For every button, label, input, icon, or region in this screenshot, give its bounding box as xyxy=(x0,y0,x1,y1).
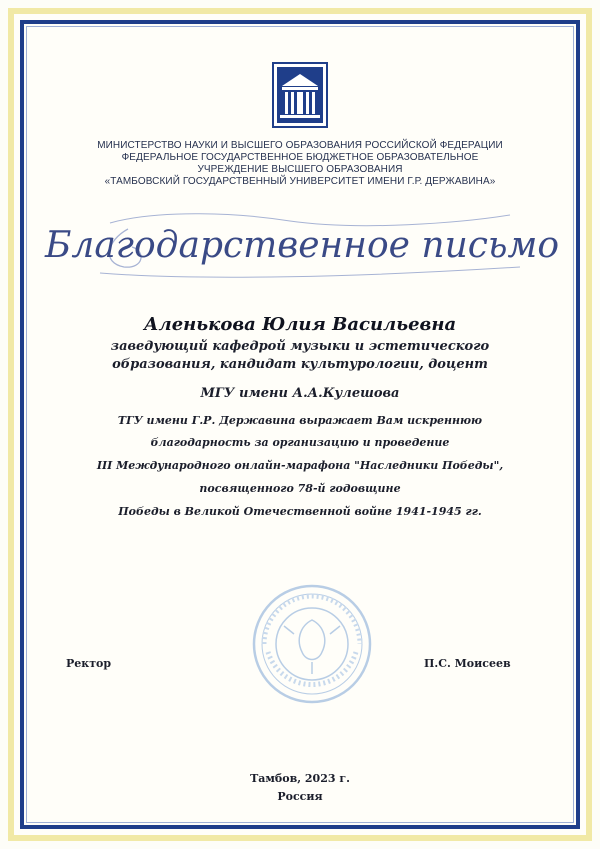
recipient-name: Аленькова Юлия Васильевна xyxy=(143,314,457,335)
message-line: Победы в Великой Отечественной войне 1941-1945 гг. xyxy=(118,505,482,518)
official-seal-icon xyxy=(250,582,374,706)
position-line: заведующий кафедрой музыки и эстетического xyxy=(110,339,490,354)
city-date: Тамбов, 2023 г. xyxy=(250,772,350,785)
recipient-organization: МГУ имени А.А.Кулешова xyxy=(200,386,400,401)
country: Россия xyxy=(277,790,323,803)
university-logo-icon xyxy=(272,62,328,128)
signature-role: Ректор xyxy=(66,657,112,670)
header-line: «ТАМБОВСКИЙ ГОСУДАРСТВЕННЫЙ УНИВЕРСИТЕТ ИМЕНИ Г.Р. ДЕРЖАВИНА» xyxy=(104,176,496,187)
header-line: УЧРЕЖДЕНИЕ ВЫСШЕГО ОБРАЗОВАНИЯ xyxy=(197,164,403,175)
header-line: ФЕДЕРАЛЬНОЕ ГОСУДАРСТВЕННОЕ БЮДЖЕТНОЕ ОБРАЗОВАТЕЛЬНОЕ xyxy=(121,152,479,163)
message-line: ТГУ имени Г.Р. Державина выражает Вам искреннюю xyxy=(117,414,483,427)
message-line: благодарность за организацию и проведение xyxy=(150,436,450,449)
certificate-title-text: Благодарственное письмо xyxy=(44,225,560,266)
message-line: посвященного 78-й годовщине xyxy=(199,482,401,495)
header-line: МИНИСТЕРСТВО НАУКИ И ВЫСШЕГО ОБРАЗОВАНИЯ РОССИЙСКОЙ ФЕДЕРАЦИИ xyxy=(97,140,503,151)
message-line: III Международного онлайн-марафона "Наследники Победы", xyxy=(96,459,504,472)
certificate-title xyxy=(40,207,560,287)
signer-name: П.С. Моисеев xyxy=(424,657,511,670)
position-line: образования, кандидат культурологии, доцент xyxy=(112,357,488,372)
ministry-header xyxy=(40,140,560,188)
recipient-position xyxy=(40,338,560,374)
